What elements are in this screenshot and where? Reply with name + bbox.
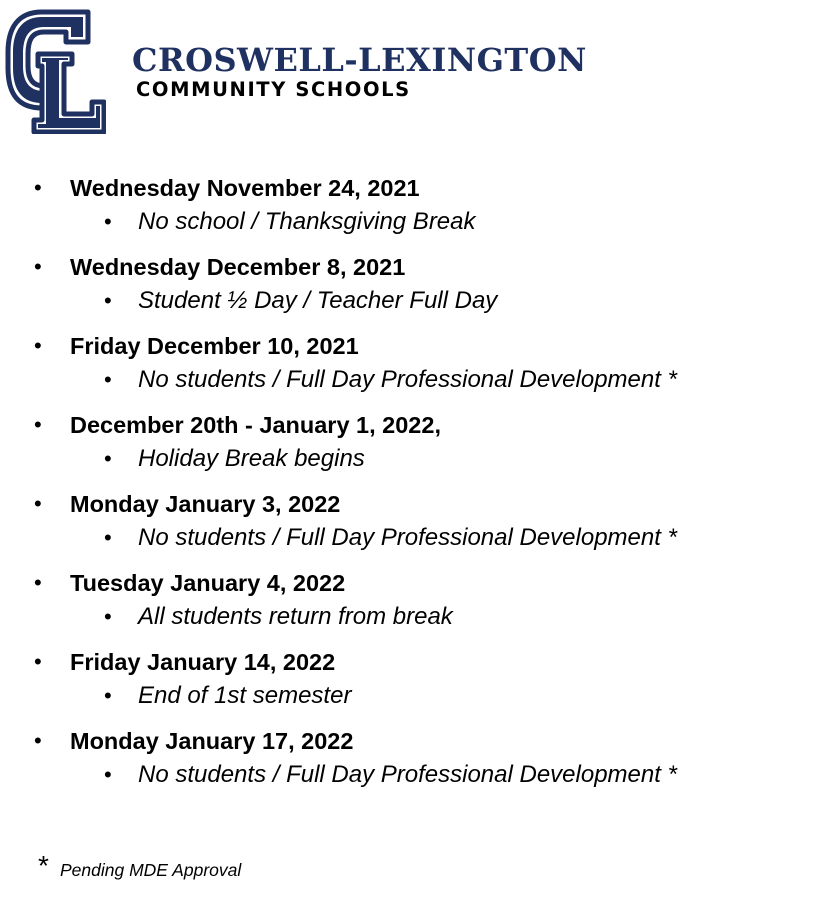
sub-bullet: • <box>104 446 112 471</box>
event-item <box>0 725 814 804</box>
sub-bullet: • <box>104 604 112 629</box>
event-item <box>0 409 814 488</box>
bullet: • <box>34 333 42 358</box>
event-list <box>0 172 814 804</box>
event-date: Monday January 3, 2022 <box>70 491 341 517</box>
event-detail: All students return from break <box>138 603 453 630</box>
event-item <box>0 330 814 409</box>
event-item <box>0 172 814 251</box>
sub-bullet: • <box>104 525 112 550</box>
event-date: Wednesday November 24, 2021 <box>70 175 420 201</box>
event-detail: No school / Thanksgiving Break <box>138 208 476 235</box>
event-date: Monday January 17, 2022 <box>70 728 354 754</box>
event-item <box>0 251 814 330</box>
event-date: Wednesday December 8, 2021 <box>70 254 406 280</box>
sub-bullet: • <box>104 209 112 234</box>
event-item <box>0 567 814 646</box>
org-subtitle: COMMUNITY SCHOOLS <box>136 78 411 101</box>
footnote-asterisk: * <box>38 850 49 881</box>
bullet: • <box>34 649 42 674</box>
org-name: CROSWELL-LEXINGTON <box>132 41 587 79</box>
event-detail: End of 1st semester <box>138 682 352 709</box>
svg-text:CL: CL <box>4 8 6 9</box>
bullet: • <box>34 491 42 516</box>
event-detail: Student ½ Day / Teacher Full Day <box>138 287 498 314</box>
school-logo <box>4 8 106 134</box>
bullet: • <box>34 175 42 200</box>
bullet: • <box>34 254 42 279</box>
event-date: Friday December 10, 2021 <box>70 333 359 359</box>
sub-bullet: • <box>104 762 112 787</box>
bullet: • <box>34 412 42 437</box>
sub-bullet: • <box>104 288 112 313</box>
sub-bullet: • <box>104 683 112 708</box>
bullet: • <box>34 728 42 753</box>
event-date: December 20th - January 1, 2022, <box>70 412 441 438</box>
event-detail: No students / Full Day Professional Development * <box>138 524 677 551</box>
sub-bullet: • <box>104 367 112 392</box>
event-date: Tuesday January 4, 2022 <box>70 570 346 596</box>
event-detail: No students / Full Day Professional Development * <box>138 366 677 393</box>
bullet: • <box>34 570 42 595</box>
event-detail: No students / Full Day Professional Development * <box>138 761 677 788</box>
footnote-text: Pending MDE Approval <box>60 860 242 880</box>
event-item <box>0 646 814 725</box>
event-detail: Holiday Break begins <box>138 445 365 472</box>
event-item <box>0 488 814 567</box>
event-date: Friday January 14, 2022 <box>70 649 336 675</box>
